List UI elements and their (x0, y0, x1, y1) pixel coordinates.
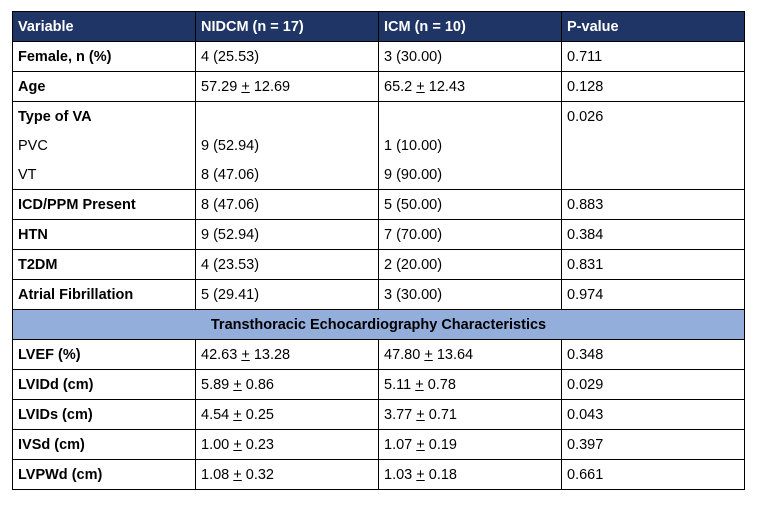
icm-cell: 5 (50.00) (379, 190, 562, 220)
p-value-cell: 0.883 (562, 190, 745, 220)
icm-cell (379, 400, 562, 430)
table-row (13, 340, 745, 370)
icm-cell (379, 340, 562, 370)
nidcm-cell (196, 102, 379, 132)
mean-value: 1.07 (384, 436, 413, 453)
p-value-cell: 0.384 (562, 220, 745, 250)
mean-value: 4.54 (201, 406, 230, 423)
table-row (13, 190, 745, 220)
plus-minus-sign: + (241, 346, 250, 363)
plus-minus-sign: + (233, 466, 242, 483)
table-row (13, 280, 745, 310)
p-value-cell: 0.043 (562, 400, 745, 430)
table-row (13, 460, 745, 490)
nidcm-cell: 4 (25.53) (196, 42, 379, 72)
mean-value: 47.80 (384, 346, 421, 363)
sd-value: 0.78 (427, 376, 456, 393)
table-row (13, 102, 745, 132)
nidcm-cell: 5 (29.41) (196, 280, 379, 310)
mean-value: 1.08 (201, 466, 230, 483)
table-row (13, 250, 745, 280)
sd-value: 12.43 (428, 78, 466, 95)
table-row (13, 430, 745, 460)
p-value-cell: 0.711 (562, 42, 745, 72)
header-icm: ICM (n = 10) (379, 12, 562, 42)
section-header-row (13, 310, 745, 340)
variable-cell: HTN (13, 220, 196, 250)
plus-minus-sign: + (416, 78, 425, 95)
plus-minus-sign: + (415, 376, 424, 393)
characteristics-table (12, 11, 745, 490)
nidcm-cell (196, 370, 379, 400)
variable-cell: Type of VA (13, 102, 196, 132)
p-value-cell: 0.831 (562, 250, 745, 280)
variable-cell: LVEF (%) (13, 340, 196, 370)
icm-cell: 1 (10.00) (379, 131, 562, 160)
plus-minus-sign: + (233, 376, 242, 393)
icm-cell: 3 (30.00) (379, 42, 562, 72)
mean-value: 5.11 (384, 376, 412, 393)
variable-cell: LVIDs (cm) (13, 400, 196, 430)
sd-value: 12.69 (253, 78, 291, 95)
variable-cell: T2DM (13, 250, 196, 280)
mean-value: 3.77 (384, 406, 413, 423)
header-row (13, 12, 745, 42)
nidcm-cell: 8 (47.06) (196, 160, 379, 190)
icm-cell (379, 72, 562, 102)
nidcm-cell (196, 460, 379, 490)
nidcm-cell (196, 400, 379, 430)
plus-minus-sign: + (233, 436, 242, 453)
p-value-cell: 0.029 (562, 370, 745, 400)
variable-cell: VT (13, 160, 196, 190)
table-row (13, 400, 745, 430)
mean-value: 1.03 (384, 466, 413, 483)
plus-minus-sign: + (241, 78, 250, 95)
sd-value: 0.71 (428, 406, 457, 423)
icm-cell: 9 (90.00) (379, 160, 562, 190)
sd-value: 0.19 (428, 436, 457, 453)
variable-cell: Female, n (%) (13, 42, 196, 72)
nidcm-cell (196, 72, 379, 102)
header-p-value: P-value (562, 12, 745, 42)
table-row (13, 160, 745, 190)
icm-cell: 3 (30.00) (379, 280, 562, 310)
p-value-cell: 0.397 (562, 430, 745, 460)
variable-cell: Atrial Fibrillation (13, 280, 196, 310)
p-value-cell (562, 160, 745, 190)
mean-value: 57.29 (201, 78, 238, 95)
nidcm-cell: 9 (52.94) (196, 131, 379, 160)
p-value-cell: 0.128 (562, 72, 745, 102)
variable-cell: LVIDd (cm) (13, 370, 196, 400)
sd-value: 0.23 (245, 436, 274, 453)
sd-value: 0.86 (245, 376, 274, 393)
icm-cell (379, 370, 562, 400)
p-value-cell (562, 131, 745, 160)
nidcm-cell: 8 (47.06) (196, 190, 379, 220)
plus-minus-sign: + (233, 406, 242, 423)
table-row (13, 72, 745, 102)
sd-value: 0.25 (245, 406, 274, 423)
nidcm-cell: 4 (23.53) (196, 250, 379, 280)
sd-value: 13.28 (253, 346, 291, 363)
plus-minus-sign: + (424, 346, 433, 363)
nidcm-cell (196, 340, 379, 370)
icm-cell: 2 (20.00) (379, 250, 562, 280)
p-value-cell: 0.348 (562, 340, 745, 370)
header-nidcm: NIDCM (n = 17) (196, 12, 379, 42)
table-row (13, 220, 745, 250)
variable-cell: Age (13, 72, 196, 102)
sd-value: 0.18 (428, 466, 457, 483)
plus-minus-sign: + (416, 406, 425, 423)
header-variable: Variable (13, 12, 196, 42)
plus-minus-sign: + (416, 466, 425, 483)
table-row (13, 370, 745, 400)
sd-value: 13.64 (436, 346, 474, 363)
mean-value: 42.63 (201, 346, 238, 363)
p-value-cell: 0.661 (562, 460, 745, 490)
nidcm-cell: 9 (52.94) (196, 220, 379, 250)
table-row (13, 42, 745, 72)
variable-cell: PVC (13, 131, 196, 160)
variable-cell: LVPWd (cm) (13, 460, 196, 490)
icm-cell (379, 102, 562, 132)
p-value-cell: 0.974 (562, 280, 745, 310)
icm-cell (379, 460, 562, 490)
plus-minus-sign: + (416, 436, 425, 453)
table-row (13, 131, 745, 160)
icm-cell: 7 (70.00) (379, 220, 562, 250)
nidcm-cell (196, 430, 379, 460)
section-title: Transthoracic Echocardiography Characteristics (13, 310, 745, 340)
mean-value: 1.00 (201, 436, 230, 453)
variable-cell: IVSd (cm) (13, 430, 196, 460)
mean-value: 65.2 (384, 78, 413, 95)
mean-value: 5.89 (201, 376, 230, 393)
sd-value: 0.32 (245, 466, 274, 483)
variable-cell: ICD/PPM Present (13, 190, 196, 220)
icm-cell (379, 430, 562, 460)
p-value-cell: 0.026 (562, 102, 745, 132)
